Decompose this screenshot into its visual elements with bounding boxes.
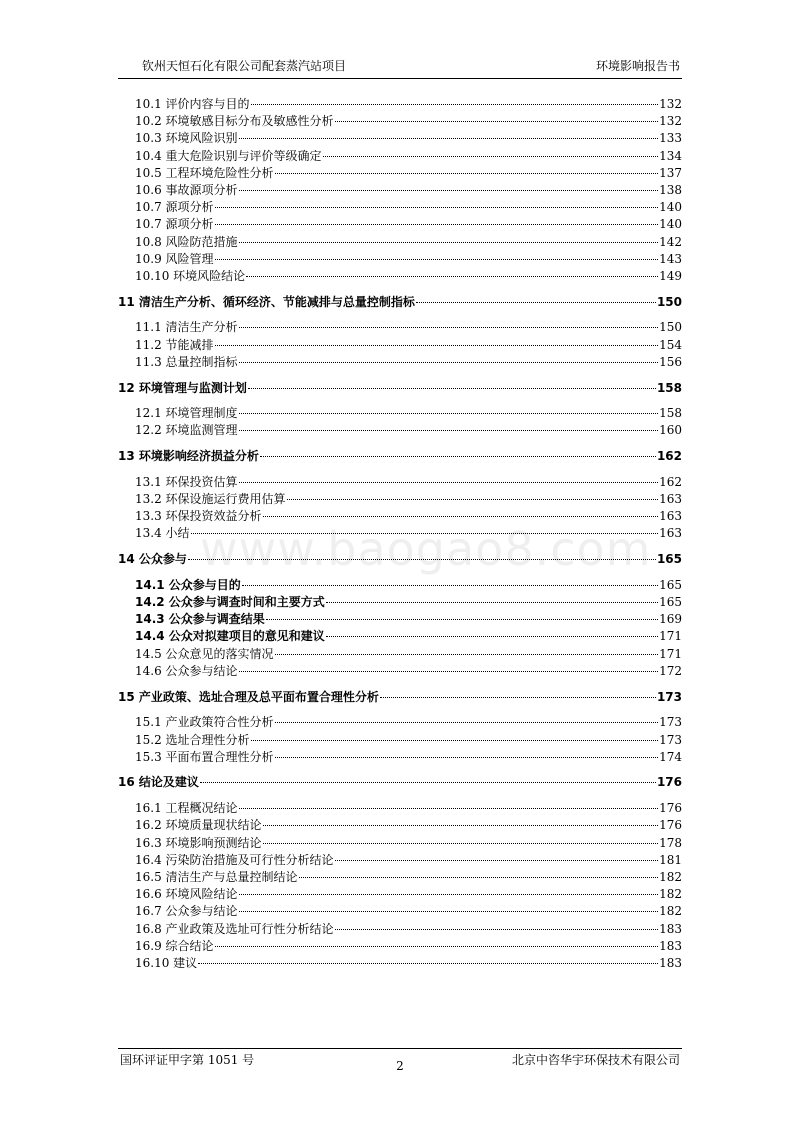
toc-entry-page: 183: [659, 921, 682, 936]
toc-chapter-label: 11 清洁生产分析、循环经济、节能减排与总量控制指标: [118, 294, 415, 309]
toc-entry-page: 178: [659, 835, 682, 850]
toc-entry-label: 11.1 清洁生产分析: [135, 320, 238, 335]
toc-entry[interactable]: [118, 852, 682, 869]
toc-entry-label: 11.2 节能减排: [135, 337, 214, 352]
toc-entry[interactable]: [118, 165, 682, 182]
toc-entry-page: 162: [659, 474, 682, 489]
toc-entry[interactable]: [118, 938, 682, 955]
toc-entry-page: 182: [659, 869, 682, 884]
dot-leader: [248, 387, 656, 389]
toc-entry-label: 13.2 环保设施运行费用估算: [135, 492, 286, 507]
toc-entry-page: 156: [659, 354, 682, 369]
toc-entry-label: 16.3 环境影响预测结论: [135, 835, 262, 850]
toc-chapter-label: 15 产业政策、选址合理及总平面布置合理性分析: [118, 689, 379, 704]
toc-entry-label: 13.3 环保投资效益分析: [135, 509, 262, 524]
toc-entry-label: 12.2 环境监测管理: [135, 423, 238, 438]
toc-entry[interactable]: [118, 886, 682, 903]
toc-entry-page: 172: [659, 663, 682, 678]
dot-leader: [191, 532, 659, 534]
toc-entry[interactable]: [118, 955, 682, 972]
dot-leader: [246, 275, 658, 277]
page-number: 2: [396, 1059, 404, 1073]
toc-entry[interactable]: [118, 800, 682, 817]
toc-entry-page: 142: [659, 234, 682, 249]
dot-leader: [215, 344, 659, 346]
dot-leader: [380, 696, 656, 698]
toc-entry-page: 132: [659, 114, 682, 129]
dot-leader: [200, 781, 656, 783]
toc-chapter-12[interactable]: [118, 380, 682, 397]
toc-entry-label: 12.1 环境管理制度: [135, 406, 238, 421]
toc-entry-page: 137: [659, 165, 682, 180]
toc-entry[interactable]: [118, 817, 682, 834]
footer-company-name: 北京中咨华宇环保技术有限公司: [511, 1053, 680, 1067]
toc-chapter-page: 162: [656, 449, 682, 464]
toc-entry-page: 138: [659, 183, 682, 198]
dot-leader: [239, 670, 659, 672]
toc-entry-page: 171: [659, 629, 682, 644]
dot-leader: [239, 481, 659, 483]
dot-leader: [335, 859, 659, 861]
header-project-title: 钦州天恒石化有限公司配套蒸汽站项目: [142, 59, 347, 73]
toc-entry-page: 183: [659, 955, 682, 970]
dot-leader: [287, 498, 659, 500]
footer-certificate-number: 国环评证甲字第 1051 号: [120, 1053, 255, 1067]
watermark: www.baogao8.com: [200, 522, 652, 576]
dot-leader: [239, 361, 659, 363]
toc-entry-page: 160: [659, 423, 682, 438]
dot-leader: [275, 721, 659, 723]
toc-entry[interactable]: [118, 508, 682, 525]
dot-leader: [239, 137, 659, 139]
toc-entry[interactable]: [118, 148, 682, 165]
toc-entry[interactable]: [118, 405, 682, 422]
toc-chapter-label: 14 公众参与: [118, 552, 187, 567]
dot-leader: [215, 223, 659, 225]
toc-entry[interactable]: [118, 199, 682, 216]
dot-leader: [335, 120, 659, 122]
toc-entry[interactable]: [118, 474, 682, 491]
toc-chapter-page: 173: [656, 689, 682, 704]
toc-entry-page: 150: [659, 320, 682, 335]
toc-entry-page: 169: [659, 612, 682, 627]
dot-leader: [239, 241, 659, 243]
page-footer: [118, 1048, 682, 1073]
toc-entry-label: 15.1 产业政策符合性分析: [135, 715, 274, 730]
toc-entry-page: 173: [659, 732, 682, 747]
toc-entry-page: 181: [659, 852, 682, 867]
toc-entry-label: 11.3 总量控制指标: [135, 354, 238, 369]
toc-entry[interactable]: [118, 594, 682, 611]
toc-entry[interactable]: [118, 216, 682, 233]
dot-leader: [299, 876, 659, 878]
toc-chapter-label: 12 环境管理与监测计划: [118, 380, 247, 395]
dot-leader: [263, 842, 659, 844]
toc-chapter-13[interactable]: [118, 448, 682, 465]
dot-leader: [215, 206, 659, 208]
table-of-contents: [118, 96, 682, 972]
toc-entry-label: 10.7 源项分析: [135, 217, 214, 232]
toc-entry-label: 10.6 事故源项分析: [135, 183, 238, 198]
toc-entry-page: 174: [659, 749, 682, 764]
toc-entry-page: 182: [659, 904, 682, 919]
toc-entry[interactable]: [118, 422, 682, 439]
toc-entry[interactable]: [118, 577, 682, 594]
toc-entry[interactable]: [118, 354, 682, 371]
toc-entry-label: 16.5 清洁生产与总量控制结论: [135, 869, 298, 884]
toc-entry-label: 10.9 风险管理: [135, 251, 214, 266]
toc-entry[interactable]: [118, 835, 682, 852]
dot-leader: [198, 962, 658, 964]
dot-leader: [335, 928, 659, 930]
toc-entry[interactable]: [118, 611, 682, 628]
dot-leader: [242, 584, 658, 586]
toc-entry[interactable]: [118, 234, 682, 251]
toc-entry-label: 10.1 评价内容与目的: [135, 97, 250, 111]
toc-entry-page: 134: [659, 148, 682, 163]
toc-entry-label: 16.6 环境风险结论: [135, 887, 238, 902]
toc-entry-label: 14.3 公众参与调查结果: [135, 612, 265, 627]
toc-entry[interactable]: [118, 182, 682, 199]
dot-leader: [266, 618, 658, 620]
toc-entry-label: 13.4 小结: [135, 526, 190, 541]
toc-entry[interactable]: [118, 319, 682, 336]
toc-entry-label: 10.8 风险防范措施: [135, 234, 238, 249]
header-document-type: 环境影响报告书: [595, 59, 680, 73]
dot-leader: [260, 455, 656, 457]
toc-entry[interactable]: [118, 268, 682, 285]
toc-entry-page: 143: [659, 251, 682, 266]
dot-leader: [251, 739, 659, 741]
toc-chapter-page: 165: [656, 552, 682, 567]
toc-entry[interactable]: [118, 921, 682, 938]
toc-entry-label: 10.7 源项分析: [135, 200, 214, 215]
toc-chapter-page: 150: [656, 294, 682, 309]
toc-entry-label: 14.5 公众意见的落实情况: [135, 646, 274, 661]
dot-leader: [326, 635, 658, 637]
dot-leader: [239, 429, 659, 431]
toc-entry-page: 163: [659, 526, 682, 541]
dot-leader: [323, 155, 659, 157]
toc-entry[interactable]: [118, 628, 682, 645]
toc-entry-label: 16.8 产业政策及选址可行性分析结论: [135, 921, 334, 936]
toc-entry-page: 149: [659, 269, 682, 284]
toc-entry-page: 165: [659, 595, 682, 610]
toc-entry-label: 10.3 环境风险识别: [135, 131, 238, 146]
toc-entry[interactable]: [118, 113, 682, 130]
toc-entry-page: 154: [659, 337, 682, 352]
toc-entry-page: 158: [659, 406, 682, 421]
dot-leader: [275, 653, 659, 655]
dot-leader: [275, 756, 659, 758]
toc-entry-page: 173: [659, 715, 682, 730]
dot-leader: [251, 103, 659, 105]
toc-chapter-label: 13 环境影响经济损益分析: [118, 449, 259, 464]
toc-entry[interactable]: [118, 337, 682, 354]
toc-entry-page: 182: [659, 887, 682, 902]
toc-chapter-16[interactable]: [118, 774, 682, 791]
page-header: [118, 54, 682, 79]
toc-entry-page: 176: [659, 818, 682, 833]
toc-entry-label: 10.10 环境风险结论: [135, 269, 246, 284]
toc-entry-label: 16.2 环境质量现状结论: [135, 818, 262, 833]
toc-entry-page: 133: [659, 131, 682, 146]
toc-entry-label: 14.2 公众参与调查时间和主要方式: [135, 595, 325, 610]
toc-chapter-page: 176: [656, 775, 682, 790]
dot-leader: [326, 601, 658, 603]
toc-entry[interactable]: [118, 130, 682, 147]
toc-entry-page: 163: [659, 509, 682, 524]
toc-entry-label: 16.7 公众参与结论: [135, 904, 238, 919]
toc-entry-label: 14.1 公众参与目的: [135, 577, 241, 592]
toc-entry-page: 140: [659, 200, 682, 215]
toc-entry[interactable]: [118, 251, 682, 268]
toc-entry[interactable]: [118, 96, 682, 113]
toc-entry[interactable]: [118, 646, 682, 663]
toc-entry-page: 171: [659, 646, 682, 661]
dot-leader: [239, 189, 659, 191]
toc-entry-label: 15.3 平面布置合理性分析: [135, 749, 274, 764]
toc-entry-label: 14.6 公众参与结论: [135, 663, 238, 678]
dot-leader: [239, 910, 659, 912]
toc-chapter-page: 158: [656, 380, 682, 395]
toc-entry-label: 16.4 污染防治措施及可行性分析结论: [135, 852, 334, 867]
dot-leader: [215, 258, 659, 260]
toc-entry[interactable]: [118, 525, 682, 542]
toc-entry[interactable]: [118, 663, 682, 680]
toc-entry[interactable]: [118, 714, 682, 731]
toc-entry-page: 183: [659, 938, 682, 953]
dot-leader: [215, 945, 659, 947]
dot-leader: [188, 558, 656, 560]
dot-leader: [416, 301, 656, 303]
toc-entry-page: 132: [659, 97, 682, 111]
dot-leader: [239, 807, 659, 809]
toc-chapter-label: 16 结论及建议: [118, 775, 199, 790]
dot-leader: [239, 893, 659, 895]
toc-entry[interactable]: [118, 869, 682, 886]
toc-entry[interactable]: [118, 749, 682, 766]
dot-leader: [263, 824, 659, 826]
toc-entry-label: 16.9 综合结论: [135, 938, 214, 953]
toc-entry-page: 176: [659, 801, 682, 816]
toc-entry[interactable]: [118, 903, 682, 920]
toc-entry-label: 10.5 工程环境危险性分析: [135, 165, 274, 180]
toc-entry-label: 10.2 环境敏感目标分布及敏感性分析: [135, 114, 334, 129]
toc-entry-label: 13.1 环保投资估算: [135, 474, 238, 489]
toc-entry-label: 10.4 重大危险识别与评价等级确定: [135, 148, 322, 163]
toc-entry-page: 165: [659, 577, 682, 592]
dot-leader: [239, 412, 659, 414]
toc-chapter-14[interactable]: [118, 551, 682, 568]
toc-entry-page: 163: [659, 492, 682, 507]
toc-entry[interactable]: [118, 491, 682, 508]
toc-chapter-15[interactable]: [118, 689, 682, 706]
toc-chapter-11[interactable]: [118, 294, 682, 311]
dot-leader: [263, 515, 659, 517]
toc-entry-label: 16.10 建议: [135, 955, 198, 970]
toc-entry-label: 16.1 工程概况结论: [135, 801, 238, 816]
toc-entry-page: 140: [659, 217, 682, 232]
dot-leader: [239, 326, 659, 328]
toc-entry-label: 14.4 公众对拟建项目的意见和建议: [135, 629, 325, 644]
toc-entry[interactable]: [118, 732, 682, 749]
dot-leader: [275, 172, 659, 174]
toc-entry-label: 15.2 选址合理性分析: [135, 732, 250, 747]
